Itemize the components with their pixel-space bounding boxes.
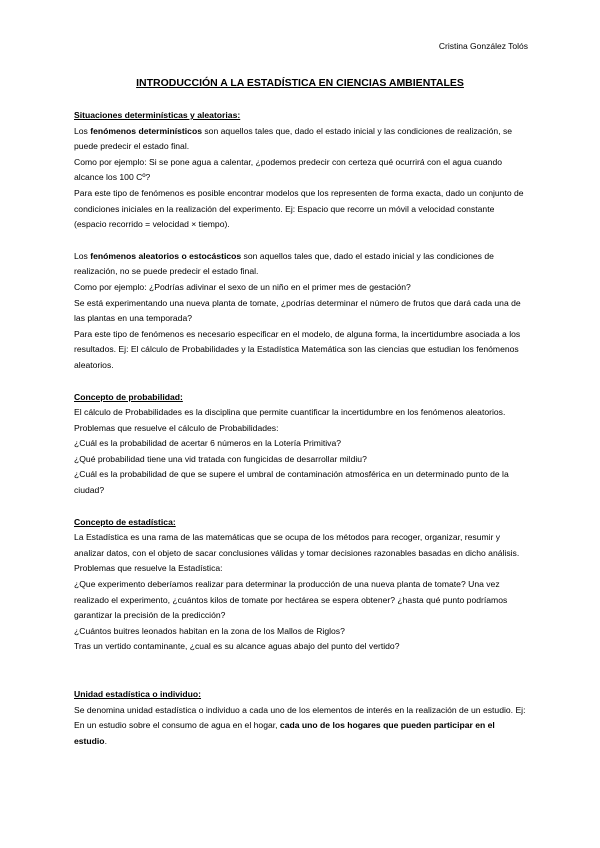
spacer xyxy=(74,233,526,249)
spacer xyxy=(74,655,526,687)
text-span: Los xyxy=(74,250,91,261)
paragraph-statistical-unit-definition xyxy=(74,703,526,750)
paragraph-probability-q1: ¿Cuál es la probabilidad de acertar 6 números en la Lotería Primitiva? xyxy=(74,438,342,449)
paragraph-statistics-problems: Problemas que resuelve la Estadística: xyxy=(74,563,223,574)
page-title: INTRODUCCIÓN A LA ESTADÍSTICA EN CIENCIAS AMBIENTALES xyxy=(136,77,464,89)
text-span: Se denomina unidad estadística o individuo a cada uno de los elementos de interés en la realización de un estudio. Ej: En un estudio sobre el consumo de agua en el hogar, xyxy=(74,704,526,731)
spacer xyxy=(74,499,526,515)
paragraph-deterministic-definition xyxy=(74,124,526,155)
paragraph-random-example-2: Se está experimentando una nueva planta de tomate, ¿podrías determinar el número de frutos que dará cada una de las plantas en una temporada? xyxy=(74,297,521,324)
bold-term: cada uno de los hogares que pueden participar en el estudio xyxy=(74,720,495,746)
section-heading-statistics: Concepto de estadística: xyxy=(74,516,176,527)
paragraph-probability-q3: ¿Cuál es la probabilidad de que se supere el umbral de contaminación atmosférica en un determinado punto de la ciudad? xyxy=(74,469,509,496)
paragraph-probability-q2: ¿Qué probabilidad tiene una vid tratada con fungicidas de desarrollar mildiu? xyxy=(74,453,367,464)
spacer xyxy=(74,374,526,390)
paragraph-probability-problems: Problemas que resuelve el cálculo de Probabilidades: xyxy=(74,422,279,433)
text-span: son aquellos tales que, dado el estado inicial y las condiciones de realización, no se puede predecir el estado final. xyxy=(74,250,494,277)
paragraph-random-example-1: Como por ejemplo: ¿Podrías adivinar el sexo de un niño en el primer mes de gestación? xyxy=(74,281,411,292)
paragraph-statistics-q1: ¿Que experimento deberíamos realizar para determinar la producción de una nueva planta de tomate? Una vez realizado el experimento, ¿cuántos kilos de tomate por hectárea se espera obtener? ¿hasta qué punto podríamos garantizar la precisión de la predicción? xyxy=(74,579,508,621)
section-heading-probability: Concepto de probabilidad: xyxy=(74,391,183,402)
document-body xyxy=(74,108,526,749)
paragraph-statistics-q3: Tras un vertido contaminante, ¿cual es su alcance aguas abajo del punto del vertido? xyxy=(74,641,400,652)
bold-term: fenómenos aleatorios o estocásticos xyxy=(90,250,242,261)
paragraph-statistics-definition: La Estadística es una rama de las matemáticas que se ocupa de los métodos para recoger, organizar, resumir y analizar datos, con el objeto de sacar conclusiones válidas y tomar decisiones razonables basadas en dicho análisis. xyxy=(74,532,520,558)
paragraph-random-definition xyxy=(74,249,526,280)
paragraph-statistics-q2: ¿Cuántos buitres leonados habitan en la zona de los Mallos de Riglos? xyxy=(74,625,345,636)
paragraph-random-models: Para este tipo de fenómenos es necesario especificar en el modelo, de alguna forma, la incertidumbre asociada a los resultados. Ej: El cálculo de Probabilidades y la Estadística Matemática son las ciencias que estudian los fenómenos aleatorios. xyxy=(74,328,521,370)
paragraph-deterministic-example: Como por ejemplo: Si se pone agua a calentar, ¿podemos predecir con certeza qué ocurrirá con el agua cuando alcance los 100 Cº? xyxy=(74,156,503,183)
author-name: Cristina González Tolós xyxy=(438,41,528,51)
paragraph-deterministic-models: Para este tipo de fenómenos es posible encontrar modelos que los representen de forma exacta, dado un conjunto de condiciones iniciales en la realización del experimento. Ej: Espacio que recorre un móvil a velocidad constante (espacio recorrido = velocidad × tiempo). xyxy=(74,187,524,230)
bold-term: fenómenos determinísticos xyxy=(90,125,202,136)
paragraph-probability-definition: El cálculo de Probabilidades es la disciplina que permite cuantificar la incertidumbre en los fenómenos aleatorios. xyxy=(74,407,506,418)
section-heading-deterministic: Situaciones determinísticas y aleatorias: xyxy=(74,110,241,120)
text-span: Los xyxy=(74,125,91,136)
section-heading-statistical-unit: Unidad estadística o individuo: xyxy=(74,689,202,699)
text-span: son aquellos tales que, dado el estado inicial y las condiciones de realización, se puede predecir el estado final. xyxy=(74,125,513,152)
text-span: . xyxy=(104,735,107,746)
